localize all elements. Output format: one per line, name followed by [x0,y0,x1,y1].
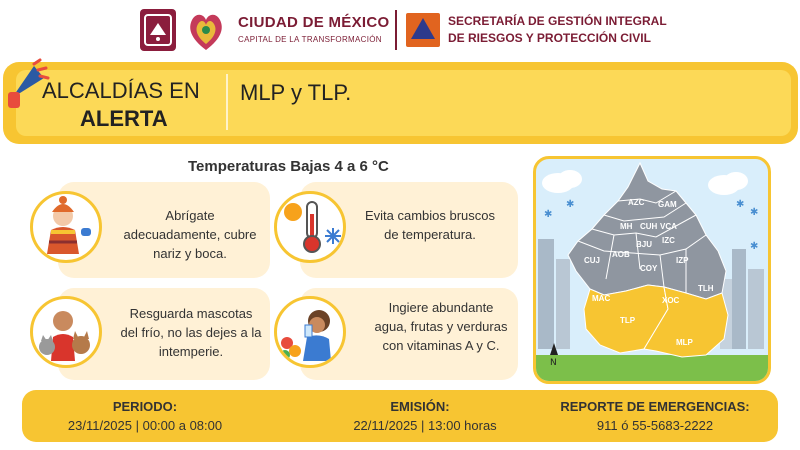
footer-bar [22,390,778,442]
svg-text:✱: ✱ [736,199,745,210]
page-header [0,0,800,60]
report-value: 911 ó 55-5683-2222 [596,418,714,433]
winter-clothing-icon [30,191,102,263]
map-label: XOC [662,296,680,305]
report-label: REPORTE DE EMERGENCIAS: [560,399,750,414]
tip-text: Resguarda mascotas del frío, no las dejes a la intemperie. [120,306,262,359]
tip-text: Evita cambios bruscos de temperatura. [364,208,496,242]
org-name-line2: DE RIESGOS Y PROTECCIÓN CIVIL [448,31,651,45]
period-label: PERIODO: [112,399,178,414]
header-divider [395,10,397,50]
map-label: AOB [612,250,630,259]
cdmx-heart-logo [186,6,226,54]
map-label: VCA [660,222,677,231]
sgirpc-logo [406,13,440,47]
north-label: N [550,358,557,368]
tip-text: Ingiere abundante agua, frutas y verduras con vitaminas A y C. [374,300,508,353]
org-name-line1: SECRETARÍA DE GESTIÓN INTEGRAL [448,14,667,28]
emission-label: EMISIÓN: [390,399,450,414]
map-label: MAC [592,294,611,303]
alert-title-line2: ALERTA [80,106,168,131]
city-subtitle: CAPITAL DE LA TRANSFORMACIÓN [238,35,382,44]
map-label: TLP [620,316,636,325]
thermometer-icon [274,191,346,263]
map-label: CUH [640,222,658,231]
map-label: MLP [676,338,693,347]
emission-value: 22/11/2025 | 13:00 horas [353,418,497,433]
map-label: MH [620,222,633,231]
map-label: COY [640,264,658,273]
pets-icon [30,296,102,368]
map-label: IZC [662,236,675,245]
banner-separator [226,74,228,130]
period-value: 23/11/2025 | 00:00 a 08:00 [67,418,223,433]
tip-text: Abrígate adecuadamente, cubre nariz y boca. [123,208,257,261]
svg-text:✱: ✱ [566,199,575,210]
map-label: TLH [698,284,714,293]
map-label: AZC [628,198,645,207]
svg-text:✱: ✱ [750,241,759,252]
temperature-title: Temperaturas Bajas 4 a 6 °C [188,158,389,175]
drinking-water-icon [274,296,346,368]
map-label: GAM [658,200,677,209]
cdmx-shield-logo [140,9,176,51]
svg-text:✱: ✱ [544,209,553,220]
city-title: CIUDAD DE MÉXICO [238,14,390,31]
map-label: BJU [636,240,653,249]
alert-title-line1: ALCALDÍAS EN [42,78,200,103]
alert-zones: MLP y TLP. [240,80,352,105]
svg-text:✱: ✱ [750,207,759,218]
map-label: IZP [676,256,689,265]
map-label: CUJ [584,256,601,265]
